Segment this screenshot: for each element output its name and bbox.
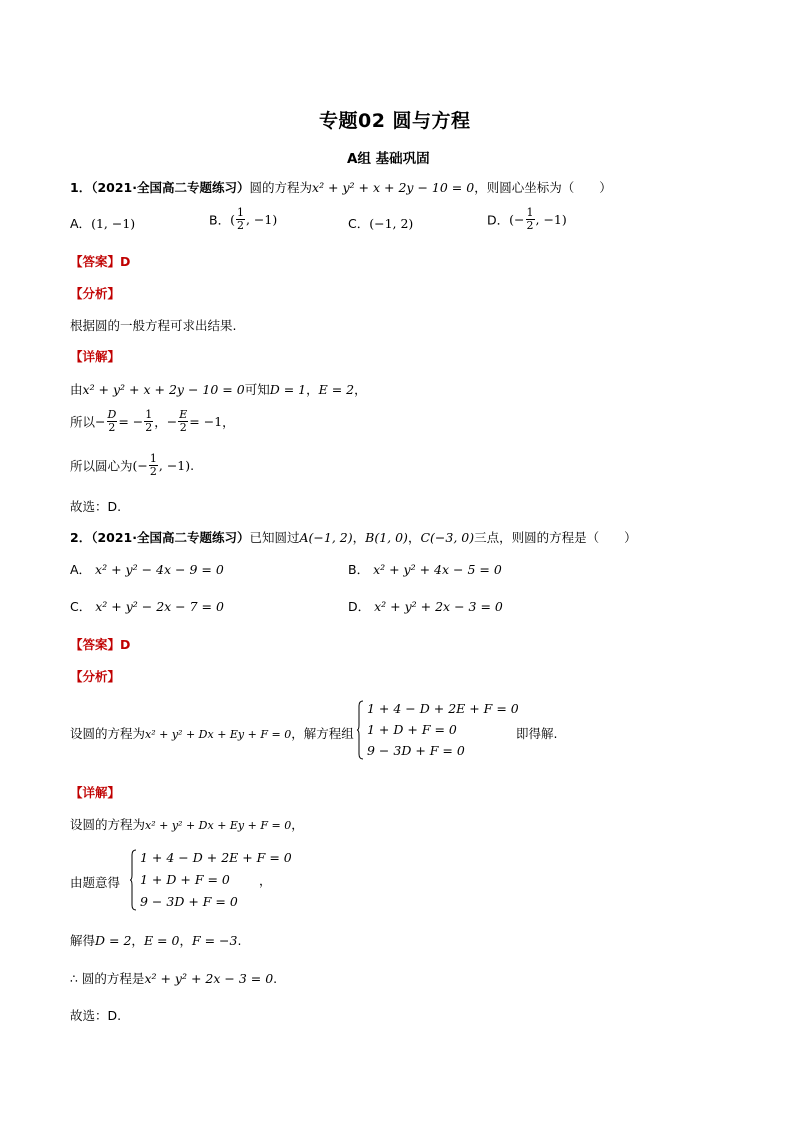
detail-line-2: 所以− $\frac{D}{2}$ = − $\frac{1}{2}$ ，− $\frac{E}{2}$ = −1， [70,408,235,434]
answer-line: 【答案】D [70,637,131,652]
equation: x² + y² + x + 2y − 10 = 0 [312,180,475,195]
option-d: D． x² + y² + 2x − 3 = 0 [348,599,503,614]
detail-line-3: 所以圆心为(− $\frac{1}{2}$ , −1). [70,452,195,478]
answer-value: D [120,637,131,652]
page-title: 专题02 圆与方程 [319,110,471,132]
option-b: B．( $\frac{1}{2}$ , −1) [209,206,278,232]
option-a: A． x² + y² − 4x − 9 = 0 [70,562,224,577]
analysis-text: 根据圆的一般方程可求出结果. [70,318,237,333]
section-heading: A组 基础巩固 [347,151,430,167]
option-d: D．(− $\frac{1}{2}$ , −1) [487,206,567,232]
detail-line-4: ∴ 圆的方程是x² + y² + 2x − 3 = 0. [70,971,278,986]
equation-system: 1 + 4 − D + 2E + F = 0 1 + D + F = 0 9 − 3D + F = 0 [130,849,280,911]
analysis-end: 即得解. [516,726,558,741]
question-number: 1． [70,180,92,195]
detail-line-2-end: ， [259,873,272,888]
detail-label: 【详解】 [70,349,121,364]
detail-line-3: 解得D = 2，E = 0，F = −3. [70,933,242,948]
answer-line: 【答案】D [70,254,131,269]
detail-line-2: 由题意得 [70,875,121,890]
detail-label: 【详解】 [70,785,121,800]
analysis-text: 设圆的方程为x² + y² + Dx + Ey + F = 0，解方程组 [70,726,354,741]
equation-system: 1 + 4 − D + 2E + F = 0 1 + D + F = 0 9 − 3D + F = 0 [357,700,497,760]
question-number: 2． [70,530,92,545]
question-source: （2021·全国高二专题练习） [91,180,250,195]
detail-conclusion: 故选：D. [70,1008,122,1023]
detail-conclusion: 故选：D. [70,499,122,514]
detail-line-1: 由x² + y² + x + 2y − 10 = 0可知D = 1，E = 2， [70,382,367,397]
brace-icon [357,700,364,760]
option-a: A．(1, −1) [70,216,136,231]
question-1-stem: 1．（2021·全国高二专题练习）圆的方程为x² + y² + x + 2y − 10 = 0，则圆心坐标为（ ） [70,180,612,195]
analysis-label: 【分析】 [70,669,121,684]
option-c: C．(−1, 2) [348,216,414,231]
detail-line-1: 设圆的方程为x² + y² + Dx + Ey + F = 0， [70,817,304,832]
answer-value: D [120,254,131,269]
option-b: B． x² + y² + 4x − 5 = 0 [348,562,502,577]
question-source: （2021·全国高二专题练习） [91,530,250,545]
option-c: C． x² + y² − 2x − 7 = 0 [70,599,224,614]
question-2-stem: 2．（2021·全国高二专题练习）已知圆过A(−1, 2)，B(1, 0)，C(−3, 0)三点，则圆的方程是（ ） [70,530,637,545]
brace-icon [130,849,137,911]
analysis-label: 【分析】 [70,286,121,301]
